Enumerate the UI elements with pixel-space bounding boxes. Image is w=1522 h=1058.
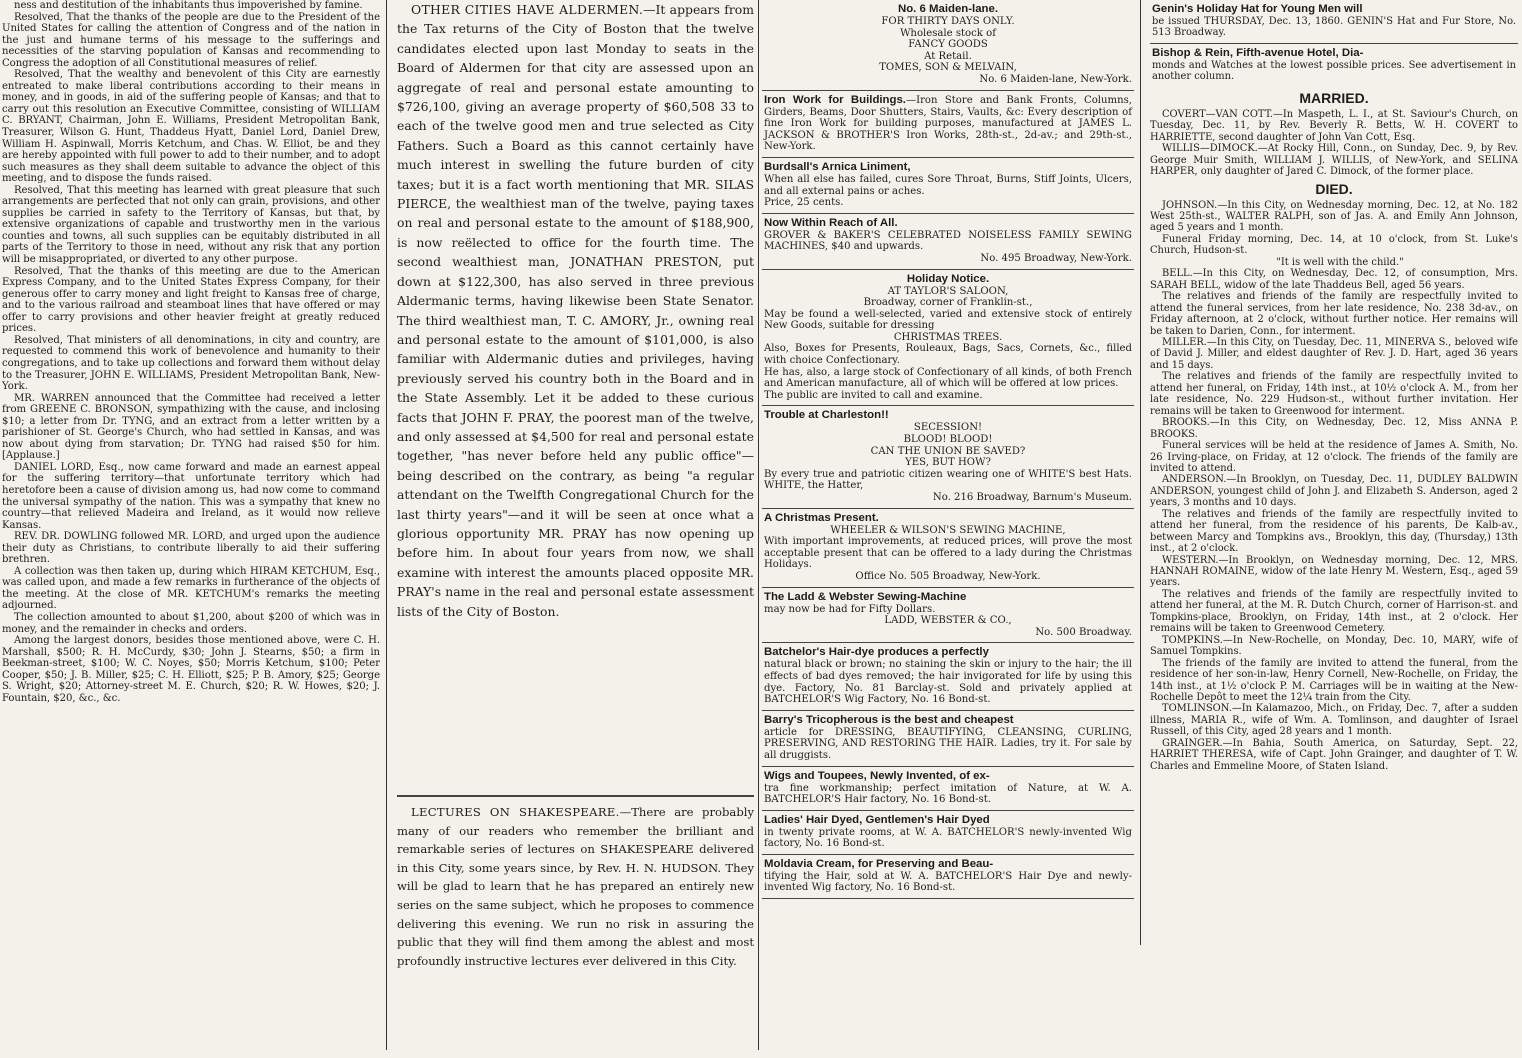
ad-line: TOMES, SON & MELVAIN, (879, 62, 1017, 74)
ad-body: tra fine workmanship; perfect imitation of Nature, at W. A. BATCHELOR'S Hair factory, No. 16 Bond-st. (764, 782, 1132, 806)
ad-body: article for DRESSING, BEAUTIFYING, CLEANSING, CURLING, PRESERVING, AND RESTORING THE HAIR. Ladies, try it. For sale by all druggists. (764, 726, 1132, 761)
died-heading: DIED. (1315, 180, 1353, 197)
paragraph: Resolved, That ministers of all denominations, in city and country, are requested to commend this work of benevolence and humanity to their congregations, and to take up collections and forward them without delay to the Treasurer, JOHN E. WILLIAMS, President Metropolitan Bank, New-York. (2, 334, 380, 393)
ad-line: WHEELER & WILSON'S SEWING MACHINE, (830, 524, 1066, 536)
ad-wigs-toupees (762, 767, 1134, 811)
death-notice: GRAINGER.—In Bahia, South America, on Saturday, Sept. 22, HARRIET THERESA, wife of Capt. John Grainger, and daughter of T. W. Charles and Emmeline Moore, of Staten Island. (1150, 737, 1518, 772)
death-notice: The relatives and friends of the family are respectfully invited to attend her funeral, on Friday, 14th inst., at 10½ o'clock A. M., from her late residence, No. 229 Hudson-st., without further invitation. Her remains will be taken to Greenwood for interment. (1150, 371, 1518, 417)
ad-address: Office No. 505 Broadway, New-York. (855, 570, 1041, 582)
ad-hair-dyed (762, 811, 1134, 855)
paragraph: Resolved, That the thanks of this meeting are due to the American Express Company, and to the United States Express Company, for their generous offer to carry money and light freight to Kansas free of charge, and to the various railroad and steamboat lines that have offered or may offer to carry provisions and other heavier freight at greatly reduced prices. (2, 265, 380, 335)
article-shakespeare (397, 803, 754, 970)
ad-line: At Retail. (924, 50, 972, 62)
death-notice: MILLER.—In this City, on Tuesday, Dec. 11, MINERVA S., beloved wife of David J. Miller, and eldest daughter of Rev. J. D. Hart, aged 36 years and 15 days. (1150, 336, 1518, 371)
paragraph: DANIEL LORD, Esq., now came forward and made an earnest appeal for the suffering territory—that unfortunate territory which had heretofore been a cause of division among us, had now come to command the universal sympathy of the nation. This was a sympathy that knew no country—that relieved Madeira and Ireland, as it would now relieve Kansas. (2, 461, 380, 531)
column-advertisements (762, 0, 1134, 1058)
ad-line: Wholesale stock of (900, 27, 996, 39)
ad-body: Also, Boxes for Presents, Rouleaux, Bags, Sacs, Cornets, &c., filled with choice Confectionary. (764, 343, 1132, 367)
ad-barry-tricopherous (762, 711, 1134, 767)
ad-address: No. 495 Broadway, New-York. (980, 252, 1132, 264)
death-notice: The relatives and friends of the family are respectfully invited to attend her funeral, from the residence of his parents, De Kalb-av., between Marcy and Tompkins avs., Brooklyn, this day, (Thursday,) 13th inst., at 2 o'clock. (1150, 508, 1518, 555)
ad-ladd-webster (762, 588, 1134, 644)
article-lead: LECTURES ON SHAKESPEARE. (411, 805, 620, 819)
death-notice: "It is well with the child." (1276, 256, 1404, 268)
ad-body: in twenty private rooms, at W. A. BATCHELOR'S newly-invented Wig factory, No. 16 Bond-st. (764, 826, 1132, 850)
ad-body: —Iron Store and Bank Fronts, Columns, Girders, Beams, Door Shutters, Stairs, Vaults, &c: Every description of fine Iron Work for building purposes, manufactured at JAMES L. JACKSON & BROTHER'S Iron Works, 28th-st., 2d-av.; and 29th-st., New-York. (764, 94, 1133, 153)
ad-body: monds and Watches at the lowest possible prices. See advertisement in another column. (1152, 59, 1516, 83)
ad-heading: Batchelor's Hair-dye produces a perfectly (764, 646, 989, 659)
paragraph: REV. DR. DOWLING followed MR. LORD, and urged upon the audience their duty as Christians, to contribute liberally to aid their suffering brethren. (2, 531, 380, 566)
ad-address: No. 500 Broadway. (1035, 626, 1132, 638)
death-notice: ANDERSON.—In Brooklyn, on Tuesday, Dec. 11, DUDLEY BALDWIN ANDERSON, youngest child of John J. and Elizabeth S. Anderson, aged 2 years, 3 months and 10 days. (1150, 474, 1518, 509)
column-rule (386, 0, 387, 1050)
ad-heading: The Ladd & Webster Sewing-Machine (764, 590, 967, 603)
article-aldermen (397, 0, 754, 621)
column-rule (758, 0, 759, 1050)
paragraph: Resolved, That the thanks of the people are due to the President of the United States for calling the attention of Congress and of the nation in the just and humane terms of his message to the sufferings and necessities of the starving population of Kansas and recommending to Congress the adoption of all Constitutional measures of relief. (2, 11, 380, 69)
death-notice: Funeral Friday morning, Dec. 14, at 10 o'clock, from St. Luke's Church, Hudson-st. (1150, 233, 1518, 257)
ad-moldavia-cream (762, 855, 1134, 899)
ad-maiden-lane (762, 0, 1134, 91)
ad-line: Broadway, corner of Franklin-st., (863, 297, 1033, 309)
ad-heading: Iron Work for Buildings. (764, 93, 906, 106)
ad-body: May be found a well-selected, varied and extensive stock of entirely New Goods, suitable for dressing (764, 308, 1132, 332)
paragraph: Resolved, That this meeting has learned with great pleasure that such arrangements are perfected that not only can grain, provisions, and other supplies be carried in safety to the Territory of Kansas, but that, by extensive organizations of capable and trustworthy men in the various counties and towns, all such supplies can be equitably distributed in all parts of the Territory to those in need, without any risk that any portion will be misappropriated, or diverted to any other purpose. (2, 184, 380, 266)
ad-bishop-rein (1150, 44, 1518, 87)
married-heading: MARRIED. (1299, 89, 1369, 106)
ad-line: LADD, WEBSTER & CO., (884, 615, 1012, 627)
paragraph: A collection was then taken up, during which HIRAM KETCHUM, Esq., was called upon, and made a few remarks in furtherance of the objects of the meeting. At the close of MR. KETCHUM's remarks the meeting adjourned. (2, 565, 380, 612)
ad-heading: Burdsall's Arnica Liniment, (764, 160, 911, 173)
death-notice: BROOKS.—In this City, on Wednesday, Dec. 12, Miss ANNA P. BROOKS. (1150, 417, 1518, 440)
ad-line: AT TAYLOR'S SALOON, (887, 285, 1009, 297)
ad-heading: No. 6 Maiden-lane. (897, 3, 998, 15)
death-notice: TOMLINSON.—In Kalamazoo, Mich., on Friday, Dec. 7, after a sudden illness, MARIA R., wife of Wm. A. Tomlinson, and daughter of Israel Russell, of this City, aged 28 years and 1 month. (1150, 703, 1518, 738)
ad-line: FOR THIRTY DAYS ONLY. (881, 16, 1015, 27)
ad-heading: Trouble at Charleston!! (764, 409, 889, 422)
ad-body: GROVER & BAKER'S CELEBRATED NOISELESS FAMILY SEWING MACHINES, $40 and upwards. (764, 229, 1132, 253)
death-notice: WESTERN.—In Brooklyn, on Wednesday morning, Dec. 12, MRS. HANNAH ROMAINE, widow of the late Henry M. Western, Esq., aged 59 years. (1150, 554, 1518, 589)
death-notice: Funeral services will be held at the residence of James A. Smith, No. 26 Irving-place, on Friday, at 12 o'clock. The friends of the family are invited to attend. (1150, 440, 1518, 474)
ad-genin-hat (1150, 0, 1518, 44)
ad-body: natural black or brown; no staining the skin or injury to the hair; the ill effects of bad dyes removed; the hair invigorated for life by using this dye. Factory, No. 81 Barclay-st. Sold and privately applied at BATCHELOR'S Wig Factory, No. 16 Bond-st. (764, 659, 1132, 706)
ad-heading: Wigs and Toupees, Newly Invented, of ex- (764, 769, 990, 782)
married-notice: COVERT—VAN COTT.—In Maspeth, L. I., at St. Saviour's Church, on Tuesday, Dec. 11, by Rev. Beverly R. Betts, W. H. COVERT to HARRIETTE, second daughter of John Van Cott, Esq. (1150, 108, 1518, 143)
ad-body: tifying the Hair, sold at W. A. BATCHELOR'S Hair Dye and newly-invented Wig factory, No. 16 Bond-st. (764, 870, 1132, 894)
ad-line: YES, BUT HOW? (905, 457, 991, 469)
ad-price: Price, 25 cents. (764, 197, 844, 209)
paragraph: ness and destitution of the inhabitants thus impoverished by famine. (14, 0, 363, 11)
column-kansas-relief-meeting (2, 0, 380, 1058)
ad-heading: Genin's Holiday Hat for Young Men will (1152, 3, 1363, 15)
ad-charleston (762, 406, 1134, 508)
ad-heading: Bishop & Rein, Fifth-avenue Hotel, Dia- (1152, 46, 1364, 59)
death-notice: The friends of the family are invited to attend the funeral, from the residence of her son-in-law, Henry Cornell, New-Rochelle, on Friday, the 14th inst., at 1½ o'clock P. M. Carriages will be in waiting at the New-Rochelle Depôt to meet the 12¼ train from the City. (1150, 657, 1518, 704)
ad-body: With important improvements, at reduced prices, will prove the most acceptable present that can be offered to a lady during the Christmas Holidays. (764, 536, 1132, 571)
paragraph: MR. WARREN announced that the Committee had received a letter from GREENE C. BRONSON, sympathizing with the cause, and inclosing $10; a letter from Dr. TYNG, and an extract from a letter written by a parishioner of St. George's Church, who had settled in Kansas, and was now about dying from starvation; Dr. TYNG had raised $50 for him. [Applause.] (2, 392, 380, 462)
death-notice: The relatives and friends of the family are respectfully invited to attend her funeral, at the M. R. Dutch Church, corner of Harrison-st. and Tompkins-place, Brooklyn, on Friday, 14th inst., at 2 o'clock. Her remains will be taken to Greenwood Cemetery. (1150, 588, 1518, 635)
ad-body: He has, also, a large stock of Confectionary of all kinds, of both French and American manufacture, all of which will be offered at low prices. (764, 366, 1132, 390)
ad-address: No. 216 Broadway, Barnum's Museum. (932, 492, 1132, 503)
paragraph: The collection amounted to about $1,200, about $200 of which was in money, and the remainder in checks and orders. (2, 611, 380, 635)
ad-body: By every true and patriotic citizen wearing one of WHITE'S best Hats. WHITE, the Hatter, (764, 468, 1132, 492)
ad-address: No. 6 Maiden-lane, New-York. (979, 73, 1132, 85)
ad-body: be issued THURSDAY, Dec. 13, 1860. GENIN'S Hat and Fur Store, No. 513 Broadway. (1152, 16, 1516, 39)
paragraph: Resolved, That the wealthy and benevolent of this City are earnestly entreated to make liberal contributions according to their means in money, and in goods, in aid of the suffering people of Kansas; and that to carry out this resolution an Executive Committee, consisting of WILLIAM C. BRYANT, Chairman, John E. Williams, President Metropolitan Bank, Treasurer, Wilson G. Hunt, Thaddeus Hyatt, Daniel Lord, Daniel Drew, William H. Aspinwall, Morris Ketchum, and Chas. W. Elliot, be and they are hereby appointed with full power to add to their number, and to adopt such measures as they shall deem suitable to advance the object of this meeting, and to dispose the funds raised. (2, 69, 380, 185)
ad-heading: Holiday Notice. (906, 272, 990, 285)
ad-body: The public are invited to call and examine. (764, 389, 983, 401)
section-rule (397, 795, 754, 797)
column-rule (1140, 0, 1141, 945)
ad-heading: A Christmas Present. (764, 511, 879, 524)
ad-body: When all else has failed, cures Sore Throat, Burns, Stiff Joints, Ulcers, and all external pains or aches. (764, 173, 1132, 197)
ad-line: CHRISTMAS TREES. (893, 331, 1003, 343)
ad-line: BLOOD! BLOOD! (903, 434, 993, 446)
ad-heading: Now Within Reach of All. (764, 216, 898, 229)
death-notice: BELL.—In this City, on Wednesday, Dec. 12, of consumption, Mrs. SARAH BELL, widow of the late Thaddeus Bell, aged 56 years. (1150, 268, 1518, 291)
column-notices (1150, 0, 1518, 1058)
death-notice: The relatives and friends of the family are respectfully invited to attend the funeral services, from her late residence, No. 238 3d-av., on Friday afternoon, at 2 o'clock, without further notice. Her remains will be taken to Darien, Conn., for interment. (1150, 291, 1518, 337)
paragraph: Among the largest donors, besides those mentioned above, were C. H. Marshall, $500; R. H. McCurdy, $30; John J. Stearns, $50; a firm in Beekman-street, $100; W. C. Noyes, $50; Morris Ketchum, $100; Peter Cooper, $50; J. B. Miller, $25; C. H. Elliott, $25; P. B. Amory, $25; George S. Wright, $20; Attorney-street M. E. Church, $20; R. W. Howes, $20; J. Fountain, $20, &c., &c. (2, 635, 380, 704)
ad-iron-work (762, 91, 1134, 158)
ad-line: CAN THE UNION BE SAVED? (870, 445, 1026, 457)
married-notice: WILLIS—DIMOCK.—At Rocky Hill, Conn., on Sunday, Dec. 9, by Rev. George Muir Smith, WILLIAM J. WILLIS, of New-York, and SELINA HARPER, only daughter of Jared C. Dimock, of the former place. (1150, 143, 1518, 178)
ad-line: SECESSION! (913, 422, 983, 434)
ad-holiday-notice (762, 270, 1134, 407)
death-notice: JOHNSON.—In this City, on Wednesday morning, Dec. 12, at No. 182 West 25th-st., WALTER RALPH, son of Jas. A. and Emily Ann Johnson, aged 5 years and 1 month. (1150, 199, 1518, 234)
ad-body: may now be had for Fifty Dollars. (764, 603, 936, 615)
article-lead: OTHER CITIES HAVE ALDERMEN. (411, 2, 644, 17)
article-body: —It appears from the Tax returns of the City of Boston that the twelve candidates elected upon last Monday to seats in the Board of Aldermen for that city are assessed upon an aggregate of real and personal estate amounting to $726,100, giving an average property of $60,508 33 to each of the twelve good men and true selected as City Fathers. Such a Board as this cannot certainly have much interest in swelling the future burden of city taxes; but it is a fact worth mentioning that MR. SILAS PIERCE, the wealthiest man of the twelve, paying taxes on real and personal estate to the amount of $188,900, is now reëlected to office for the fourth time. The second wealthiest man, JONATHAN PRESTON, put down at $122,300, has also served in three previous Aldermanic terms, having likewise been State Senator. The third wealthiest man, T. C. AMORY, Jr., owning real and personal estate to the amount of $101,000, is also familiar with Aldermanic duties and privileges, having previously served his country both in the Board and in the State Assembly. Let it be added to these curious facts that JOHN F. PRAY, the poorest man of the twelve, and only assessed at $4,500 for real and personal estate together, "has never before held any public office"—being described on the contrary, as being "a regular attendant on the Twelfth Congregational Church for the last thirty years"—and it will be seen at once what a glorious opportunity MR. PRAY has now opening up before him. In about four years from now, we shall examine with interest the amounts placed opposite MR. PRAY's name in the real and personal estate assessment lists of the City of Boston. (397, 2, 754, 619)
column-shakespeare-article (397, 803, 754, 970)
death-notice: TOMPKINS.—In New-Rochelle, on Monday, Dec. 10, MARY, wife of Samuel Tompkins. (1150, 634, 1518, 658)
ad-heading: Moldavia Cream, for Preserving and Beau- (764, 857, 994, 870)
ad-batchelor-hair-dye (762, 643, 1134, 710)
ad-christmas-present (762, 509, 1134, 588)
ad-heading: Barry's Tricopherous is the best and cheapest (764, 713, 1014, 726)
ad-line: FANCY GOODS (908, 39, 988, 51)
ad-heading: Ladies' Hair Dyed, Gentlemen's Hair Dyed (764, 813, 990, 826)
ad-sewing-machines (762, 214, 1134, 270)
ad-arnica-liniment (762, 158, 1134, 214)
article-body: —There are probably many of our readers who remember the brilliant and remarkable series of lectures on SHAKESPEARE delivered in this City, some years since, by Rev. H. N. HUDSON. They will be glad to learn that he has prepared an entirely new series on the same subject, which he proposes to commence delivering this evening. We run no risk in assuring the public that they will find them among the ablest and most profoundly instructive lectures ever delivered in this City. (397, 805, 755, 968)
